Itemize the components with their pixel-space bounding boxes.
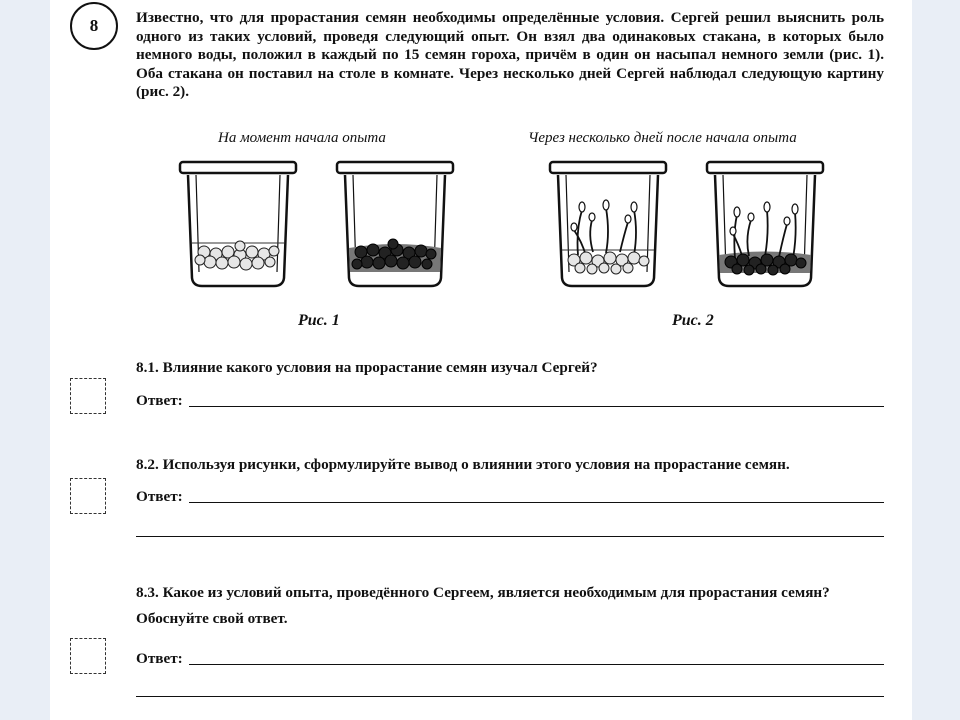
question-8-1-text: 8.1. Влияние какого условия на прорастание семян изучал Сергей?	[136, 359, 598, 376]
answer-extra-line[interactable]	[136, 536, 884, 537]
answer-line[interactable]	[189, 663, 884, 665]
score-box-8-1[interactable]	[70, 378, 106, 414]
fig1-caption: На момент начала опыта	[218, 130, 386, 146]
fig2-jar-sprouted-water	[548, 160, 668, 290]
task-intro-text: Известно, что для прорастания семян необходимы определённые условия. Сергей решил выяснить роль одного из таких условий, проведя следующий опыт. Он взял два одинаковых стакана, в которых было немного воды, положил в каждый по 15 семян гороха, причём в один он насыпал немного земли (рис. 1). Оба стакана он поставил на столе в комнате. Через несколько дней Сергей наблюдал следующую картину (рис. 2).	[136, 9, 884, 101]
question-8-2-text: 8.2. Используя рисунки, сформулируйте вывод о влиянии этого условия на прорастание семян.	[136, 456, 790, 473]
answer-row-8-2[interactable]	[136, 484, 884, 506]
answer-label: Ответ:	[136, 650, 183, 667]
fig1-jar-seeds-soil	[335, 160, 455, 290]
fig1-jar-seeds-water	[178, 160, 298, 290]
task-number-badge: 8	[70, 2, 118, 50]
fig2-jar-sprouted-soil	[705, 160, 825, 290]
answer-extra-line[interactable]	[136, 696, 884, 697]
fig2-caption: Через несколько дней после начала опыта	[528, 130, 797, 146]
answer-row-8-3[interactable]	[136, 646, 884, 668]
score-box-8-3[interactable]	[70, 638, 106, 674]
question-8-3-text: 8.3. Какое из условий опыта, проведённого Сергеем, является необходимым для прорастания семян? Обоснуйте свой ответ.	[136, 584, 830, 627]
answer-label: Ответ:	[136, 392, 183, 409]
answer-label: Ответ:	[136, 488, 183, 505]
answer-line[interactable]	[189, 405, 884, 407]
score-box-8-2[interactable]	[70, 478, 106, 514]
answer-line[interactable]	[189, 501, 884, 503]
answer-row-8-1[interactable]	[136, 388, 884, 410]
worksheet-page	[50, 0, 912, 720]
fig1-label: Рис. 1	[298, 312, 340, 329]
fig2-label: Рис. 2	[672, 312, 714, 329]
